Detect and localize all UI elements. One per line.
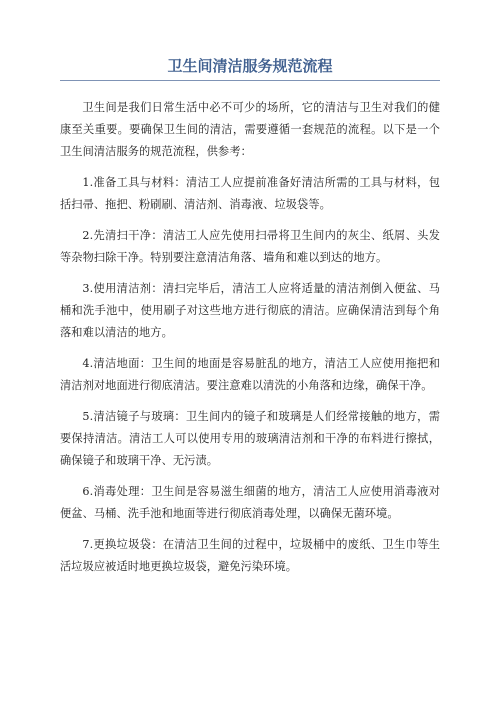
step-3-paragraph: 3.使用清洁剂：清扫完毕后，清洁工人应将适量的清洁剂倒入便盆、马桶和洗手池中，使用刷子对这些地方进行彻底的清洁。应确保清洁到每个角落和难以清洁的地方。 bbox=[60, 282, 440, 339]
intro-paragraph: 卫生间是我们日常生活中必不可少的场所，它的清洁与卫生对我们的健康至关重要。要确保卫生间的清洁，需要遵循一套规范的流程。以下是一个卫生间清洁服务的规范流程，供参考： bbox=[60, 101, 440, 158]
document-title: 卫生间清洁服务规范流程 bbox=[60, 55, 440, 81]
step-5-paragraph: 5.清洁镜子与玻璃：卫生间内的镜子和玻璃是人们经常接触的地方，需要保持清洁。清洁工人可以使用专用的玻璃清洁剂和干净的布料进行擦拭，确保镜子和玻璃干净、无污渍。 bbox=[60, 410, 440, 467]
step-6-paragraph: 6.消毒处理：卫生间是容易滋生细菌的地方，清洁工人应使用消毒液对便盆、马桶、洗手池和地面等进行彻底消毒处理，以确保无菌环境。 bbox=[60, 485, 440, 520]
document-page bbox=[60, 55, 440, 578]
step-1-paragraph: 1.准备工具与材料：清洁工人应提前准备好清洁所需的工具与材料，包括扫帚、拖把、粉刷刷、清洁剂、消毒液、垃圾袋等。 bbox=[60, 176, 440, 211]
step-2-paragraph: 2.先清扫干净：清洁工人应先使用扫帚将卫生间内的灰尘、纸屑、头发等杂物扫除干净。特别要注意清洁角落、墙角和难以到达的地方。 bbox=[60, 229, 440, 264]
step-4-paragraph: 4.清洁地面：卫生间的地面是容易脏乱的地方，清洁工人应使用拖把和清洁剂对地面进行彻底清洁。要注意难以清洗的小角落和边缘，确保干净。 bbox=[60, 357, 440, 392]
step-7-paragraph: 7.更换垃圾袋：在清洁卫生间的过程中，垃圾桶中的废纸、卫生巾等生活垃圾应被适时地更换垃圾袋，避免污染环境。 bbox=[60, 538, 440, 573]
